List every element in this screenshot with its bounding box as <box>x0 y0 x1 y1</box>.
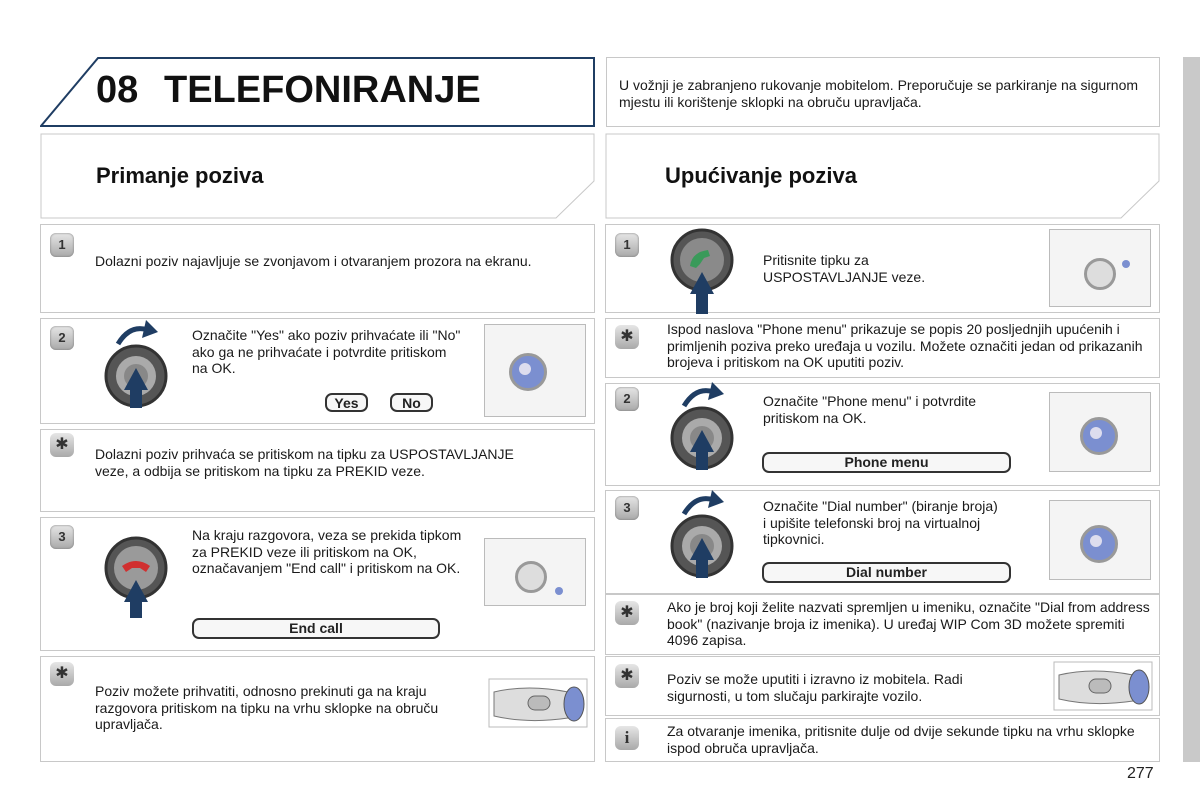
chapter-header <box>40 57 595 127</box>
tip-icon: ✱ <box>50 433 74 457</box>
panel-knob <box>1084 258 1116 290</box>
tip-icon: ✱ <box>615 601 639 625</box>
tip-icon: ✱ <box>50 662 74 686</box>
steering-stalk-icon <box>1053 661 1153 711</box>
panel-highlight-button <box>555 587 563 595</box>
radio-panel-image <box>1049 229 1151 307</box>
right-info-text: Za otvaranje imenika, pritisnite dulje od dvije sekunde tipku na vrhu sklopke ispod obruča upravljača. <box>667 723 1135 756</box>
step-badge: 2 <box>615 387 639 411</box>
right-step1-text: Pritisnite tipku za USPOSTAVLJANJE veze. <box>763 252 926 285</box>
step-badge: 1 <box>615 233 639 257</box>
step-badge: 2 <box>50 326 74 350</box>
panel-knob-center <box>1090 427 1102 439</box>
dial-number-button[interactable]: Dial number <box>762 562 1011 583</box>
right-tip2-text: Ako je broj koji želite nazvati spremljen u imeniku, označite "Dial from address book" (nazivanje broja iz imenika). U uređaj WIP Com 3D možete spremiti 4096 zapisa. <box>667 599 1150 648</box>
step-badge: 1 <box>50 233 74 257</box>
end-call-button[interactable]: End call <box>192 618 440 639</box>
end-call-button-icon <box>102 530 172 620</box>
page-number: 277 <box>1127 765 1154 782</box>
chapter-title: TELEFONIRANJE <box>164 69 481 111</box>
info-icon: i <box>615 726 639 750</box>
scroll-knob-icon <box>100 316 180 416</box>
no-button[interactable]: No <box>390 393 433 412</box>
radio-panel-image <box>484 538 586 606</box>
radio-panel-image <box>484 324 586 417</box>
panel-knob-center <box>1090 535 1102 547</box>
left-tip1-text: Dolazni poziv prihvaća se pritiskom na tipku za USPOSTAVLJANJE veze, a odbija se pritiskom na tipku za PREKID veze. <box>95 446 514 479</box>
call-button-icon <box>668 226 738 316</box>
right-step3-text: Označite "Dial number" (biranje broja) i upišite telefonski broj na virtualnoj tipkovnici. <box>763 498 998 547</box>
step-badge: 3 <box>50 525 74 549</box>
right-section-title: Upućivanje poziva <box>665 163 857 188</box>
chapter-edge-tab <box>1183 57 1200 762</box>
right-tip1-text: Ispod naslova "Phone menu" prikazuje se popis 20 posljednjih upućenih i primljenih poziva preko uređaja u vozilu. Možete označiti jedan od prikazanih brojeva i pritiskom na OK uputiti poziv. <box>667 321 1143 370</box>
steering-stalk-icon <box>488 678 588 728</box>
left-tip2-text: Poziv možete prihvatiti, odnosno prekinuti ga na kraju razgovora pritiskom na tipku na vrhu sklopke na obruču upravljača. <box>95 683 439 732</box>
chapter-number: 08 <box>96 69 139 111</box>
tip-icon: ✱ <box>615 325 639 349</box>
left-step3-text: Na kraju razgovora, veza se prekida tipkom za PREKID veze ili pritiskom na OK, označavanjem "End call" i pritiskom na OK. <box>192 527 462 576</box>
tip-icon: ✱ <box>615 664 639 688</box>
panel-knob-center <box>519 363 531 375</box>
left-step2-text: Označite "Yes" ako poziv prihvaćate ili "No" ako ga ne prihvaćate i potvrdite pritiskom na OK. <box>192 327 461 376</box>
right-step2-text: Označite "Phone menu" i potvrdite pritiskom na OK. <box>763 393 977 426</box>
left-section-title: Primanje poziva <box>96 163 264 188</box>
radio-panel-image <box>1049 500 1151 580</box>
scroll-knob-icon <box>666 486 746 586</box>
step-badge: 3 <box>615 496 639 520</box>
radio-panel-image <box>1049 392 1151 472</box>
right-tip3-text: Poziv se može uputiti i izravno iz mobitela. Radi sigurnosti, u tom slučaju parkirajte vozilo. <box>667 671 963 704</box>
left-step1-text: Dolazni poziv najavljuje se zvonjavom i otvaranjem prozora na ekranu. <box>95 253 532 269</box>
phone-menu-button[interactable]: Phone menu <box>762 452 1011 473</box>
yes-button[interactable]: Yes <box>325 393 368 412</box>
panel-knob <box>515 561 547 593</box>
warning-text: U vožnji je zabranjeno rukovanje mobitelom. Preporučuje se parkiranje na sigurnom mjestu ili korištenje sklopki na obruču upravljača. <box>619 77 1139 110</box>
scroll-knob-icon <box>666 378 746 478</box>
panel-highlight-button <box>1122 260 1130 268</box>
